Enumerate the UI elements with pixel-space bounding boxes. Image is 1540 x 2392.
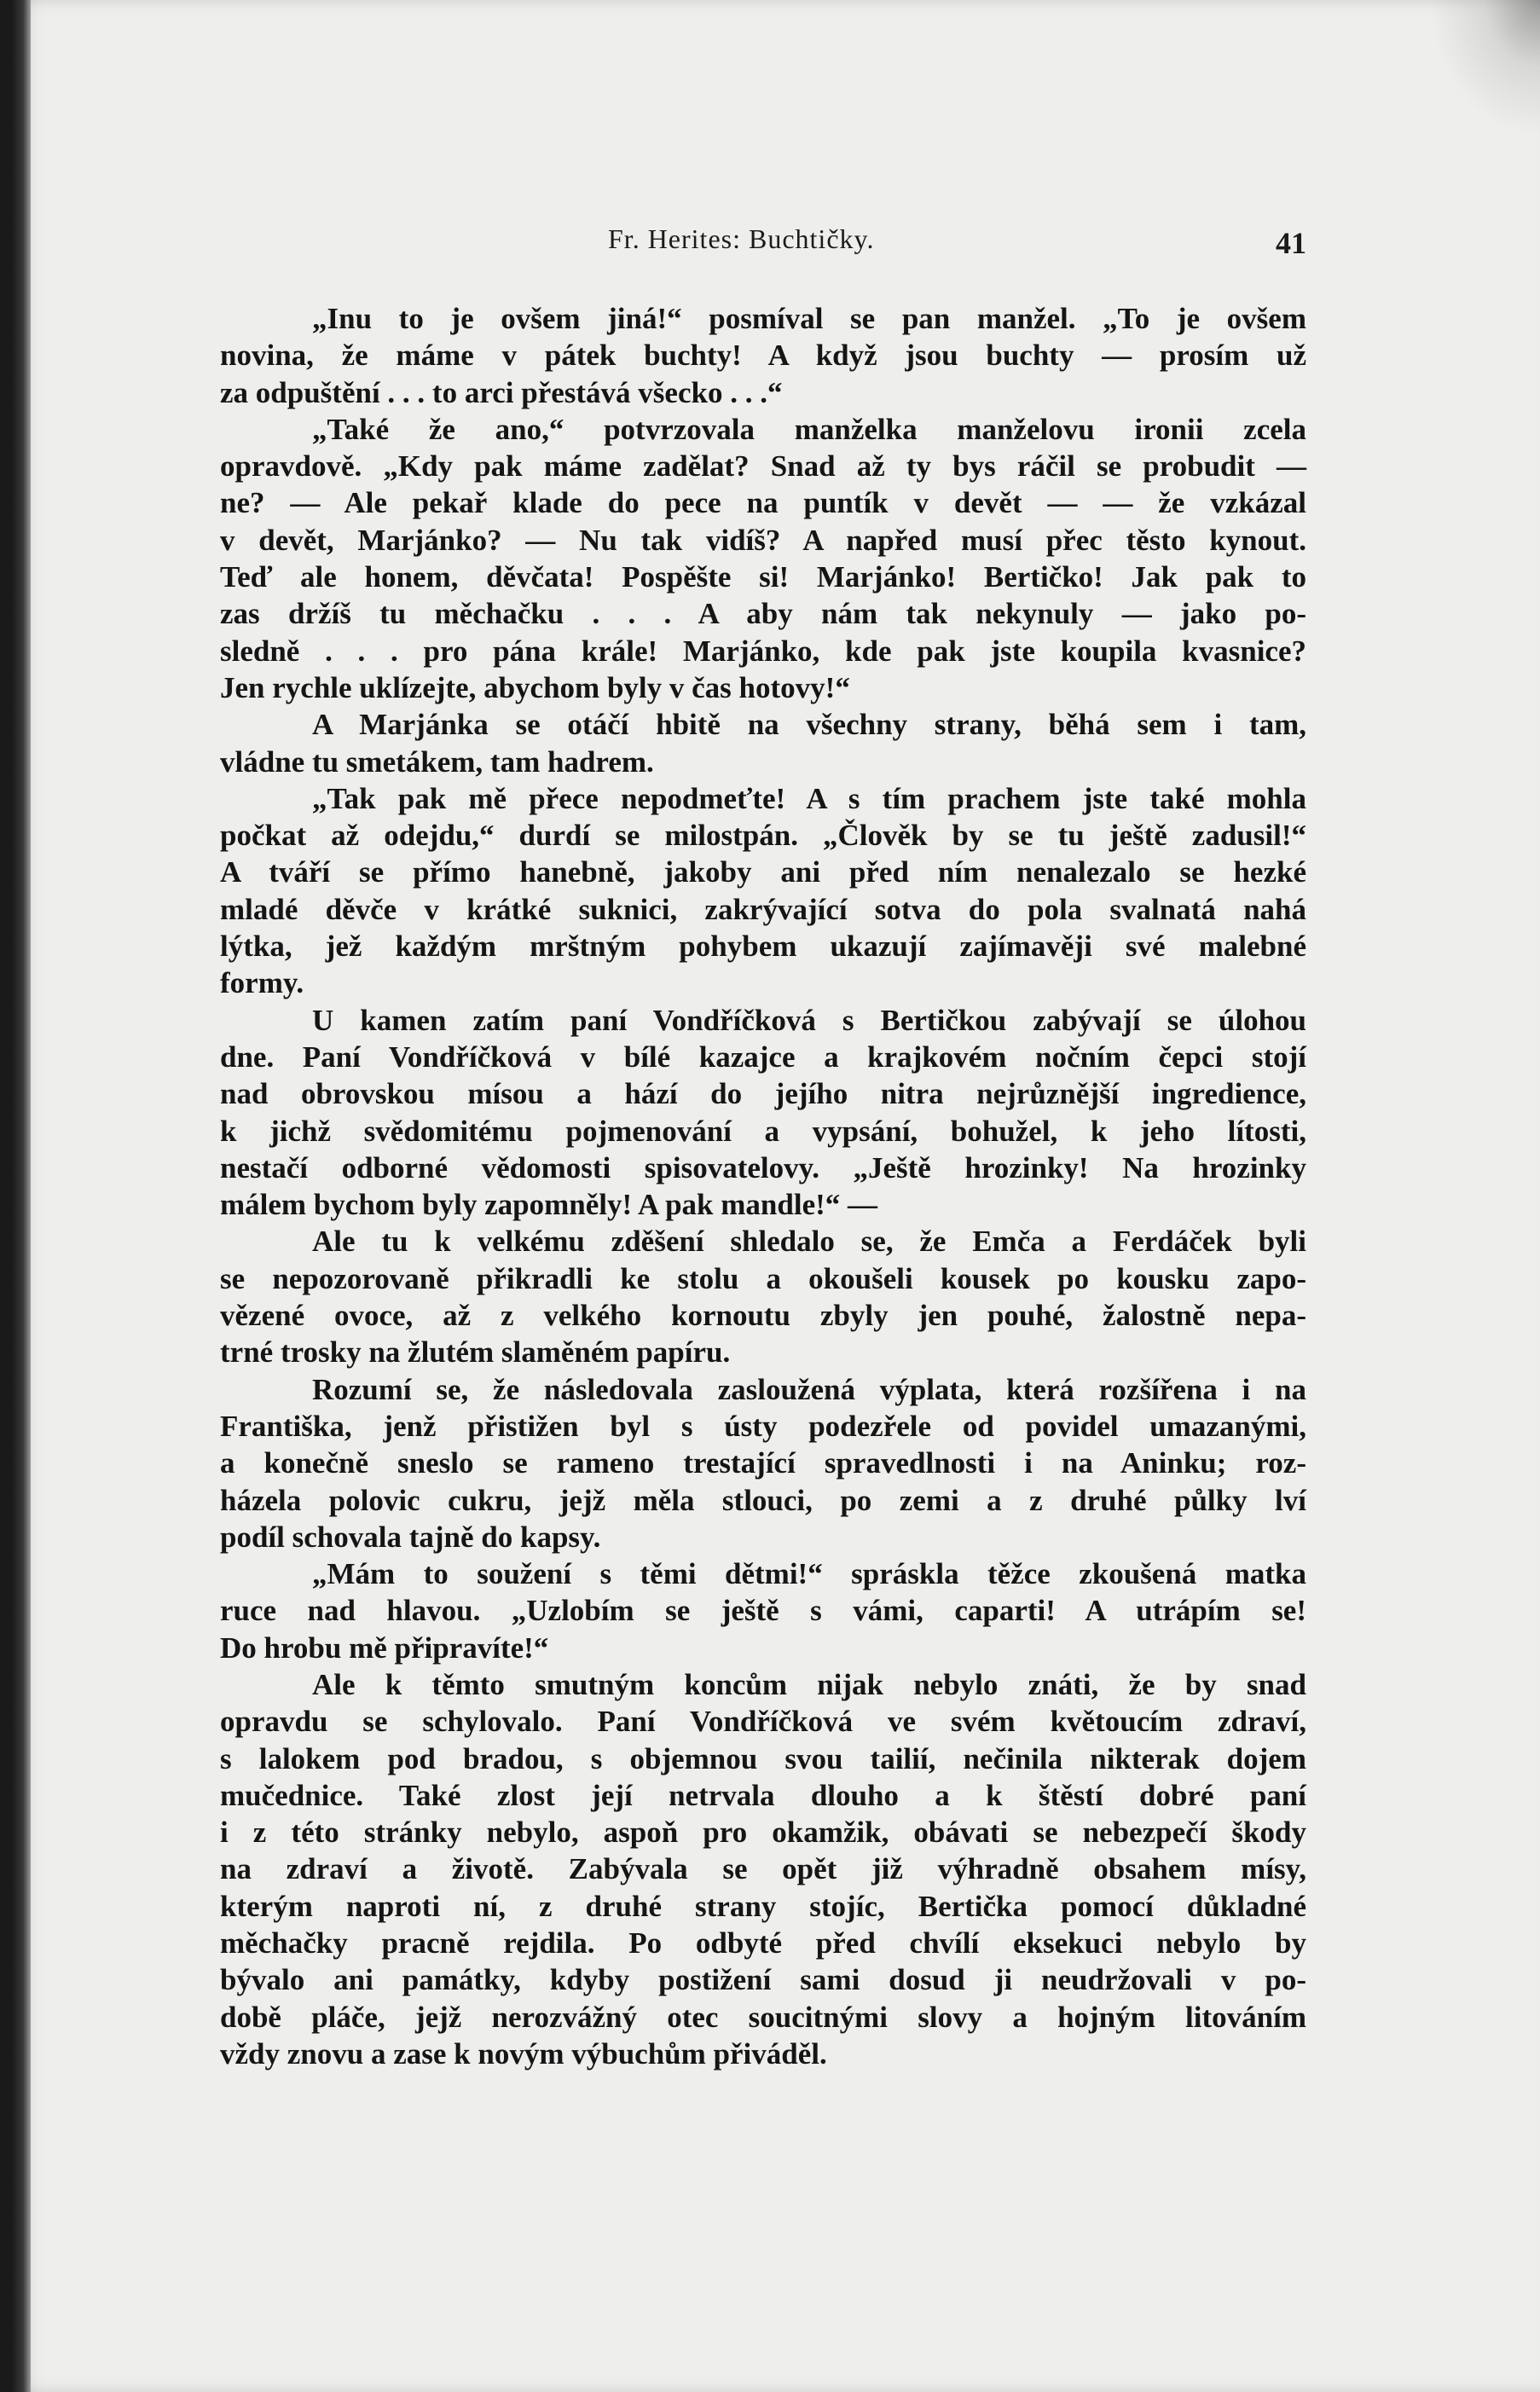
- text-line: bývalo ani památky, kdyby postižení sami dosud ji neudržovali v po-: [220, 1963, 1306, 1997]
- page-number: 41: [1276, 226, 1306, 260]
- text-line: době pláče, jejž nerozvážný otec soucitnými slovy a hojným litováním: [220, 2000, 1306, 2034]
- text-line: Ale k těmto smutným koncům nijak nebylo znáti, že by snad: [312, 1667, 1306, 1701]
- text-line: vládne tu smetákem, tam hadrem.: [220, 744, 654, 779]
- text-line: vězené ovoce, až z velkého kornoutu zbyly jen pouhé, žalostně nepa-: [220, 1299, 1306, 1333]
- text-line: a konečně sneslo se rameno trestající spravedlnosti i na Aninku; roz-: [220, 1446, 1306, 1480]
- text-line: vždy znovu a zase k novým výbuchům přiváděl.: [220, 2036, 827, 2071]
- text-line: s lalokem pod bradou, s objemnou svou tailií, nečinila nikterak dojem: [220, 1741, 1306, 1775]
- text-line: A tváří se přímo hanebně, jakoby ani před ním nenalezalo se hezké: [220, 855, 1306, 889]
- page-binding-shadow: [12, 0, 31, 2392]
- text-line: „Také že ano,“ potvrzovala manželka manželovu ironii zcela: [312, 412, 1306, 446]
- text-line: Teď ale honem, děvčata! Pospěšte si! Marjánko! Bertičko! Jak pak to: [220, 560, 1306, 594]
- text-line: Ale tu k velkému zděšení shledalo se, že Emča a Ferdáček byli: [312, 1225, 1306, 1259]
- running-title: Fr. Herites: Buchtičky.: [608, 223, 875, 254]
- text-line: opravdu se schylovalo. Paní Vondříčková ve svém květoucím zdraví,: [220, 1705, 1306, 1739]
- text-line: v devět, Marjánko? — Nu tak vidíš? A napřed musí přec těsto kynout.: [220, 523, 1306, 557]
- text-line: „Tak pak mě přece nepodmeťte! A s tím prachem jste také mohla: [312, 781, 1306, 815]
- text-line: mučednice. Také zlost její netrvala dlouho a k štěstí dobré paní: [220, 1778, 1306, 1812]
- body-text: [220, 300, 1306, 2072]
- text-line: ne? — Ale pekař klade do pece na puntík v devět — — že vzkázal: [220, 486, 1306, 520]
- running-header: [220, 215, 1306, 263]
- text-line: se nepozorovaně přikradli ke stolu a okoušeli kousek po kousku zapo-: [220, 1261, 1306, 1295]
- text-line: házela polovic cukru, jejž měla stlouci, po zemi a z druhé půlky lví: [220, 1483, 1306, 1517]
- text-line: měchačky pracně rejdila. Po odbyté před chvílí eksekuci nebylo by: [220, 1926, 1306, 1961]
- text-line: ruce nad hlavou. „Uzlobím se ještě s vámi, caparti! A utrápím se!: [220, 1594, 1306, 1628]
- text-line: kterým naproti ní, z druhé strany stojíc, Bertička pomocí důkladné: [220, 1889, 1306, 1923]
- text-line: Rozumí se, že následovala zasloužená výplata, která rozšířena i na: [312, 1372, 1306, 1406]
- text-line: novina, že máme v pátek buchty! A když jsou buchty — prosím už: [220, 339, 1306, 373]
- text-line: málem bychom byly zapomněly! A pak mandle!“ —: [220, 1188, 878, 1222]
- text-line: počkat až odejdu,“ durdí se milostpán. „Člověk by se tu ještě zadusil!“: [220, 819, 1306, 853]
- text-line: nad obrovskou mísou a hází do jejího nitra nejrůznější ingredience,: [220, 1077, 1306, 1111]
- text-line: podíl schovala tajně do kapsy.: [220, 1520, 601, 1554]
- text-line: A Marjánka se otáčí hbitě na všechny strany, běhá sem i tam,: [312, 708, 1306, 742]
- text-line: „Mám to soužení s těmi dětmi!“ spráskla těžce zkoušená matka: [312, 1557, 1306, 1591]
- page-corner-wear: [1429, 0, 1540, 136]
- text-line: na zdraví a životě. Zabývala se opět již výhradně obsahem mísy,: [220, 1852, 1306, 1886]
- text-line: opravdově. „Kdy pak máme zadělat? Snad až ty bys ráčil se probudit —: [220, 449, 1306, 484]
- text-line: Do hrobu mě připravíte!“: [220, 1630, 549, 1665]
- text-line: zas držíš tu měchačku . . . A aby nám tak nekynuly — jako po-: [220, 597, 1306, 631]
- text-line: formy.: [220, 966, 304, 1000]
- text-line: nestačí odborné vědomosti spisovatelovy. „Ještě hrozinky! Na hrozinky: [220, 1150, 1306, 1184]
- text-line: Jen rychle uklízejte, abychom byly v čas hotovy!“: [220, 670, 850, 704]
- text-line: i z této stránky nebylo, aspoň pro okamžik, obávati se nebezpečí škody: [220, 1816, 1306, 1850]
- text-line: lýtka, jež každým mrštným pohybem ukazují zajímavěji své malebné: [220, 930, 1306, 964]
- text-line: mladé děvče v krátké suknici, zakrývající sotva do pola svalnatá nahá: [220, 892, 1306, 926]
- text-line: Františka, jenž přistižen byl s ústy podezřele od povidel umazanými,: [220, 1409, 1306, 1443]
- text-line: U kamen zatím paní Vondříčková s Bertičkou zabývají se úlohou: [312, 1003, 1306, 1037]
- text-line: sledně . . . pro pána krále! Marjánko, kde pak jste koupila kvasnice?: [220, 634, 1306, 668]
- text-line: k jichž svědomitému pojmenování a vypsání, bohužel, k jeho lítosti,: [220, 1114, 1306, 1148]
- book-page: [12, 0, 1540, 2392]
- text-line: trné trosky na žlutém slaměném papíru.: [220, 1335, 731, 1370]
- text-line: dne. Paní Vondříčková v bílé kazajce a krajkovém nočním čepci stojí: [220, 1040, 1306, 1074]
- text-line: „Inu to je ovšem jiná!“ posmíval se pan manžel. „To je ovšem: [312, 302, 1306, 335]
- text-line: za odpuštění . . . to arci přestává všecko . . .“: [220, 375, 783, 409]
